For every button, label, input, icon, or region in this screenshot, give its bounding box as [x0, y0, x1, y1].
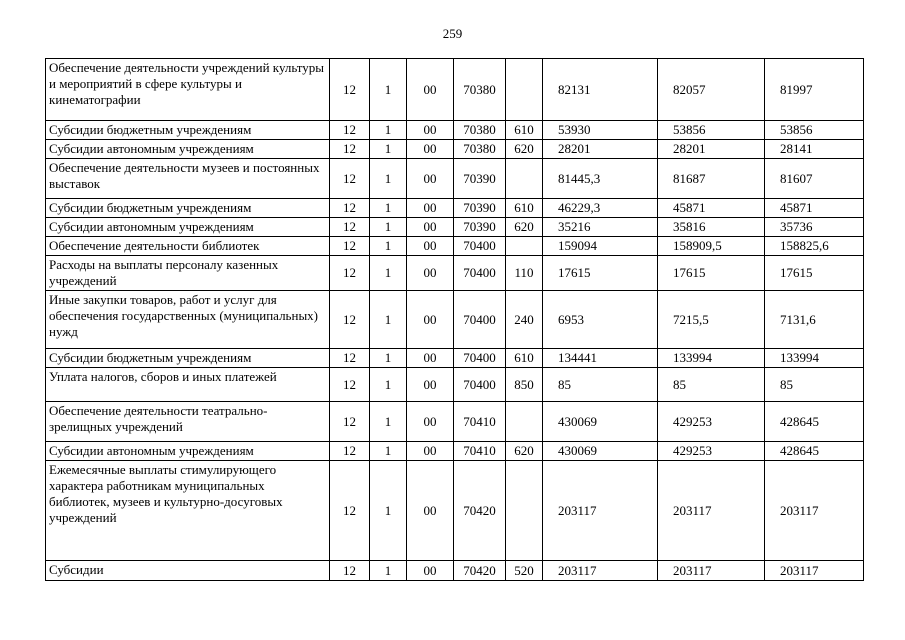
amount-year-1: 28201: [543, 140, 658, 159]
section-code: 12: [330, 121, 370, 140]
amount-year-1: 35216: [543, 218, 658, 237]
direction-code: 70400: [454, 368, 506, 402]
program-code: 00: [407, 59, 454, 121]
program-code: 00: [407, 140, 454, 159]
program-code: 00: [407, 291, 454, 349]
amount-year-3: 81607: [765, 159, 864, 199]
subsection-code: 1: [370, 218, 407, 237]
expense-type-code: [506, 402, 543, 442]
table-row: [46, 140, 864, 159]
amount-year-3: 158825,6: [765, 237, 864, 256]
amount-year-2: 53856: [658, 121, 765, 140]
amount-year-1: 430069: [543, 442, 658, 461]
expense-type-code: 610: [506, 349, 543, 368]
section-code: 12: [330, 59, 370, 121]
amount-year-1: 6953: [543, 291, 658, 349]
table-row: [46, 461, 864, 561]
amount-year-1: 203117: [543, 561, 658, 581]
subsection-code: 1: [370, 461, 407, 561]
row-name: Субсидии бюджетным учреждениям: [46, 199, 330, 218]
amount-year-3: 45871: [765, 199, 864, 218]
amount-year-1: 134441: [543, 349, 658, 368]
amount-year-3: 203117: [765, 561, 864, 581]
section-code: 12: [330, 256, 370, 291]
section-code: 12: [330, 218, 370, 237]
direction-code: 70420: [454, 561, 506, 581]
amount-year-3: 53856: [765, 121, 864, 140]
amount-year-3: 133994: [765, 349, 864, 368]
table-row: [46, 368, 864, 402]
table-row: [46, 218, 864, 237]
subsection-code: 1: [370, 159, 407, 199]
amount-year-2: 429253: [658, 442, 765, 461]
amount-year-1: 203117: [543, 461, 658, 561]
subsection-code: 1: [370, 402, 407, 442]
row-name: Обеспечение деятельности музеев и постоянных выставок: [46, 159, 330, 199]
subsection-code: 1: [370, 237, 407, 256]
expense-type-code: [506, 461, 543, 561]
subsection-code: 1: [370, 256, 407, 291]
subsection-code: 1: [370, 349, 407, 368]
direction-code: 70410: [454, 402, 506, 442]
program-code: 00: [407, 121, 454, 140]
amount-year-3: 203117: [765, 461, 864, 561]
section-code: 12: [330, 349, 370, 368]
amount-year-2: 81687: [658, 159, 765, 199]
amount-year-1: 159094: [543, 237, 658, 256]
section-code: 12: [330, 402, 370, 442]
direction-code: 70420: [454, 461, 506, 561]
expense-type-code: 620: [506, 442, 543, 461]
section-code: 12: [330, 368, 370, 402]
table-row: [46, 402, 864, 442]
direction-code: 70390: [454, 218, 506, 237]
row-name: Ежемесячные выплаты стимулирующего характера работникам муниципальных библиотек, музеев и культурно-досуговых учреждений: [46, 461, 330, 561]
expense-type-code: 620: [506, 218, 543, 237]
program-code: 00: [407, 461, 454, 561]
row-name: Субсидии автономным учреждениям: [46, 140, 330, 159]
expense-type-code: [506, 59, 543, 121]
subsection-code: 1: [370, 121, 407, 140]
amount-year-1: 82131: [543, 59, 658, 121]
amount-year-2: 35816: [658, 218, 765, 237]
amount-year-1: 17615: [543, 256, 658, 291]
program-code: 00: [407, 218, 454, 237]
direction-code: 70410: [454, 442, 506, 461]
row-name: Расходы на выплаты персоналу казенных учреждений: [46, 256, 330, 291]
direction-code: 70400: [454, 237, 506, 256]
expense-type-code: 110: [506, 256, 543, 291]
amount-year-2: 7215,5: [658, 291, 765, 349]
expense-type-code: 620: [506, 140, 543, 159]
table-row: [46, 159, 864, 199]
direction-code: 70390: [454, 159, 506, 199]
program-code: 00: [407, 368, 454, 402]
subsection-code: 1: [370, 442, 407, 461]
amount-year-3: 428645: [765, 442, 864, 461]
subsection-code: 1: [370, 199, 407, 218]
table-row: [46, 256, 864, 291]
amount-year-3: 35736: [765, 218, 864, 237]
amount-year-1: 81445,3: [543, 159, 658, 199]
amount-year-2: 85: [658, 368, 765, 402]
table-row: [46, 561, 864, 581]
table-row: [46, 237, 864, 256]
amount-year-3: 7131,6: [765, 291, 864, 349]
amount-year-2: 429253: [658, 402, 765, 442]
section-code: 12: [330, 159, 370, 199]
section-code: 12: [330, 291, 370, 349]
program-code: 00: [407, 349, 454, 368]
table-row: [46, 349, 864, 368]
row-name: Субсидии бюджетным учреждениям: [46, 121, 330, 140]
expense-type-code: 850: [506, 368, 543, 402]
program-code: 00: [407, 159, 454, 199]
expense-type-code: [506, 237, 543, 256]
row-name: Иные закупки товаров, работ и услуг для обеспечения государственных (муниципальных) нужд: [46, 291, 330, 349]
row-name: Обеспечение деятельности библиотек: [46, 237, 330, 256]
program-code: 00: [407, 199, 454, 218]
amount-year-2: 17615: [658, 256, 765, 291]
subsection-code: 1: [370, 140, 407, 159]
expense-type-code: 610: [506, 199, 543, 218]
amount-year-1: 46229,3: [543, 199, 658, 218]
section-code: 12: [330, 140, 370, 159]
section-code: 12: [330, 237, 370, 256]
program-code: 00: [407, 442, 454, 461]
section-code: 12: [330, 561, 370, 581]
amount-year-1: 430069: [543, 402, 658, 442]
section-code: 12: [330, 199, 370, 218]
section-code: 12: [330, 461, 370, 561]
table-row: [46, 59, 864, 121]
row-name: Обеспечение деятельности учреждений культуры и мероприятий в сфере культуры и кинематографии: [46, 59, 330, 121]
amount-year-3: 28141: [765, 140, 864, 159]
table-row: [46, 291, 864, 349]
table-row: [46, 121, 864, 140]
subsection-code: 1: [370, 291, 407, 349]
table-row: [46, 199, 864, 218]
expense-type-code: 520: [506, 561, 543, 581]
page-number: 259: [442, 26, 463, 41]
amount-year-1: 85: [543, 368, 658, 402]
amount-year-2: 82057: [658, 59, 765, 121]
subsection-code: 1: [370, 368, 407, 402]
row-name: Обеспечение деятельности театрально-зрелищных учреждений: [46, 402, 330, 442]
expense-type-code: [506, 159, 543, 199]
program-code: 00: [407, 402, 454, 442]
subsection-code: 1: [370, 59, 407, 121]
budget-table: [45, 58, 864, 581]
direction-code: 70400: [454, 291, 506, 349]
direction-code: 70390: [454, 199, 506, 218]
direction-code: 70380: [454, 121, 506, 140]
amount-year-2: 45871: [658, 199, 765, 218]
amount-year-2: 133994: [658, 349, 765, 368]
expense-type-code: 240: [506, 291, 543, 349]
row-name: Субсидии автономным учреждениям: [46, 218, 330, 237]
amount-year-1: 53930: [543, 121, 658, 140]
amount-year-3: 85: [765, 368, 864, 402]
row-name: Субсидии: [46, 561, 330, 581]
row-name: Уплата налогов, сборов и иных платежей: [46, 368, 330, 402]
amount-year-2: 203117: [658, 561, 765, 581]
amount-year-2: 28201: [658, 140, 765, 159]
program-code: 00: [407, 256, 454, 291]
row-name: Субсидии бюджетным учреждениям: [46, 349, 330, 368]
direction-code: 70400: [454, 349, 506, 368]
table-row: [46, 442, 864, 461]
amount-year-2: 158909,5: [658, 237, 765, 256]
section-code: 12: [330, 442, 370, 461]
direction-code: 70380: [454, 59, 506, 121]
amount-year-3: 17615: [765, 256, 864, 291]
program-code: 00: [407, 237, 454, 256]
row-name: Субсидии автономным учреждениям: [46, 442, 330, 461]
amount-year-3: 81997: [765, 59, 864, 121]
direction-code: 70400: [454, 256, 506, 291]
subsection-code: 1: [370, 561, 407, 581]
amount-year-2: 203117: [658, 461, 765, 561]
direction-code: 70380: [454, 140, 506, 159]
program-code: 00: [407, 561, 454, 581]
amount-year-3: 428645: [765, 402, 864, 442]
expense-type-code: 610: [506, 121, 543, 140]
